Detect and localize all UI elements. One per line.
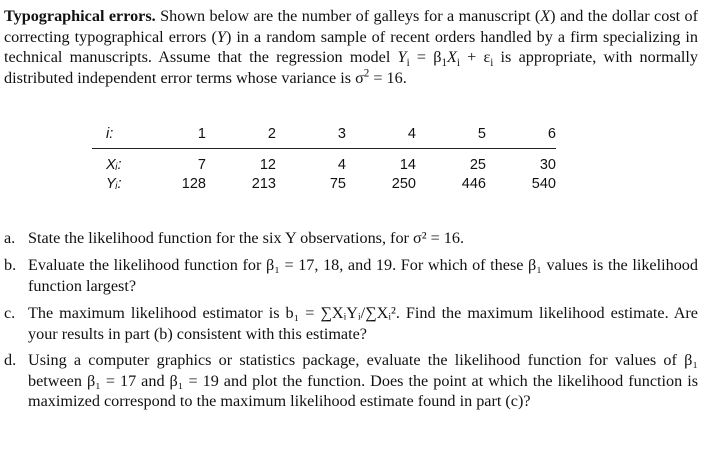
intro-text-4: is appropriate, with normally distributed independent error terms whose variance is σ (4, 48, 698, 87)
table-cell: 5 (416, 126, 486, 149)
table-cell: 128 (181, 175, 206, 192)
intro-text-2: ) and the dollar cost of correcting typographical errors ( (4, 7, 698, 46)
y-variable: Y (216, 27, 226, 46)
row-label-x: Xᵢ: (106, 156, 122, 173)
x-variable: X (540, 7, 551, 25)
table-row-x (92, 149, 556, 175)
intro-text-1: Shown below are the number of galleys for a manuscript ( (155, 7, 541, 25)
question-text: State the likelihood function for the six Y observations, for σ² = 16. (28, 229, 465, 247)
table-cell: 6 (486, 126, 556, 149)
table-cell: 213 (251, 175, 276, 192)
table-cell: 25 (469, 156, 486, 173)
table-cell: 7 (197, 156, 206, 173)
model-x-sub: i (456, 57, 460, 70)
question-text: Using a computer graphics or statistics package, evaluate the likelihood function for values of β₁ between β₁ = 17 and β₁ = 19 and plot the function. Does the point at which the likelihood function is maximized correspond to the maximum likelihood estimate found in part (c)? (28, 351, 698, 410)
table-cell: 2 (206, 126, 276, 149)
table-cell: 1 (136, 126, 206, 149)
question-label: d. (4, 351, 17, 369)
table-cell: 250 (391, 175, 416, 192)
row-label-y: Yᵢ: (106, 175, 122, 192)
question-label: c. (4, 304, 16, 322)
table-cell: 3 (276, 126, 346, 149)
model-beta-sub: 1 (441, 57, 447, 70)
question-text: Evaluate the likelihood function for β₁ = 17, 18, and 19. For which of these β₁ values is the likelihood function largest? (28, 256, 698, 295)
sigma-sup: 2 (363, 67, 370, 80)
model-y-sub: i (406, 57, 410, 70)
model-plus: + ε (459, 48, 491, 66)
table-cell: 540 (531, 175, 556, 192)
table-cell: 12 (259, 156, 276, 173)
table-cell: 30 (539, 156, 556, 173)
question-a (4, 228, 698, 249)
table-cell: 446 (461, 175, 486, 192)
model-y: Y (397, 48, 407, 66)
problem-title: Typographical errors. (4, 7, 156, 25)
data-table (92, 126, 556, 193)
table-cell: 75 (329, 175, 346, 192)
model-x: X (446, 48, 457, 66)
table-cell: 14 (399, 156, 416, 173)
table-cell: 4 (337, 156, 346, 173)
question-d (4, 350, 698, 412)
model-eq: = β (409, 48, 442, 66)
question-text: The maximum likelihood estimator is b₁ = ∑XᵢYᵢ/∑Xᵢ². Find the maximum likelihood estimate. Are your results in part (b) consistent with this estimate? (28, 304, 698, 343)
question-c (4, 303, 698, 344)
table-row-y (92, 174, 556, 193)
question-label: b. (4, 256, 17, 274)
row-label-i: i: (92, 126, 136, 149)
table-cell: 4 (346, 126, 416, 149)
question-label: a. (4, 229, 16, 247)
model-eps-sub: i (490, 57, 494, 70)
question-b (4, 255, 698, 296)
table-row-i (92, 126, 556, 149)
intro-text-3: ) in a random sample of recent orders handled by a firm specializing in technical manuscripts. Assume that the regression model (4, 27, 698, 66)
problem-intro (4, 6, 698, 88)
intro-text-5: = 16. (369, 68, 407, 87)
